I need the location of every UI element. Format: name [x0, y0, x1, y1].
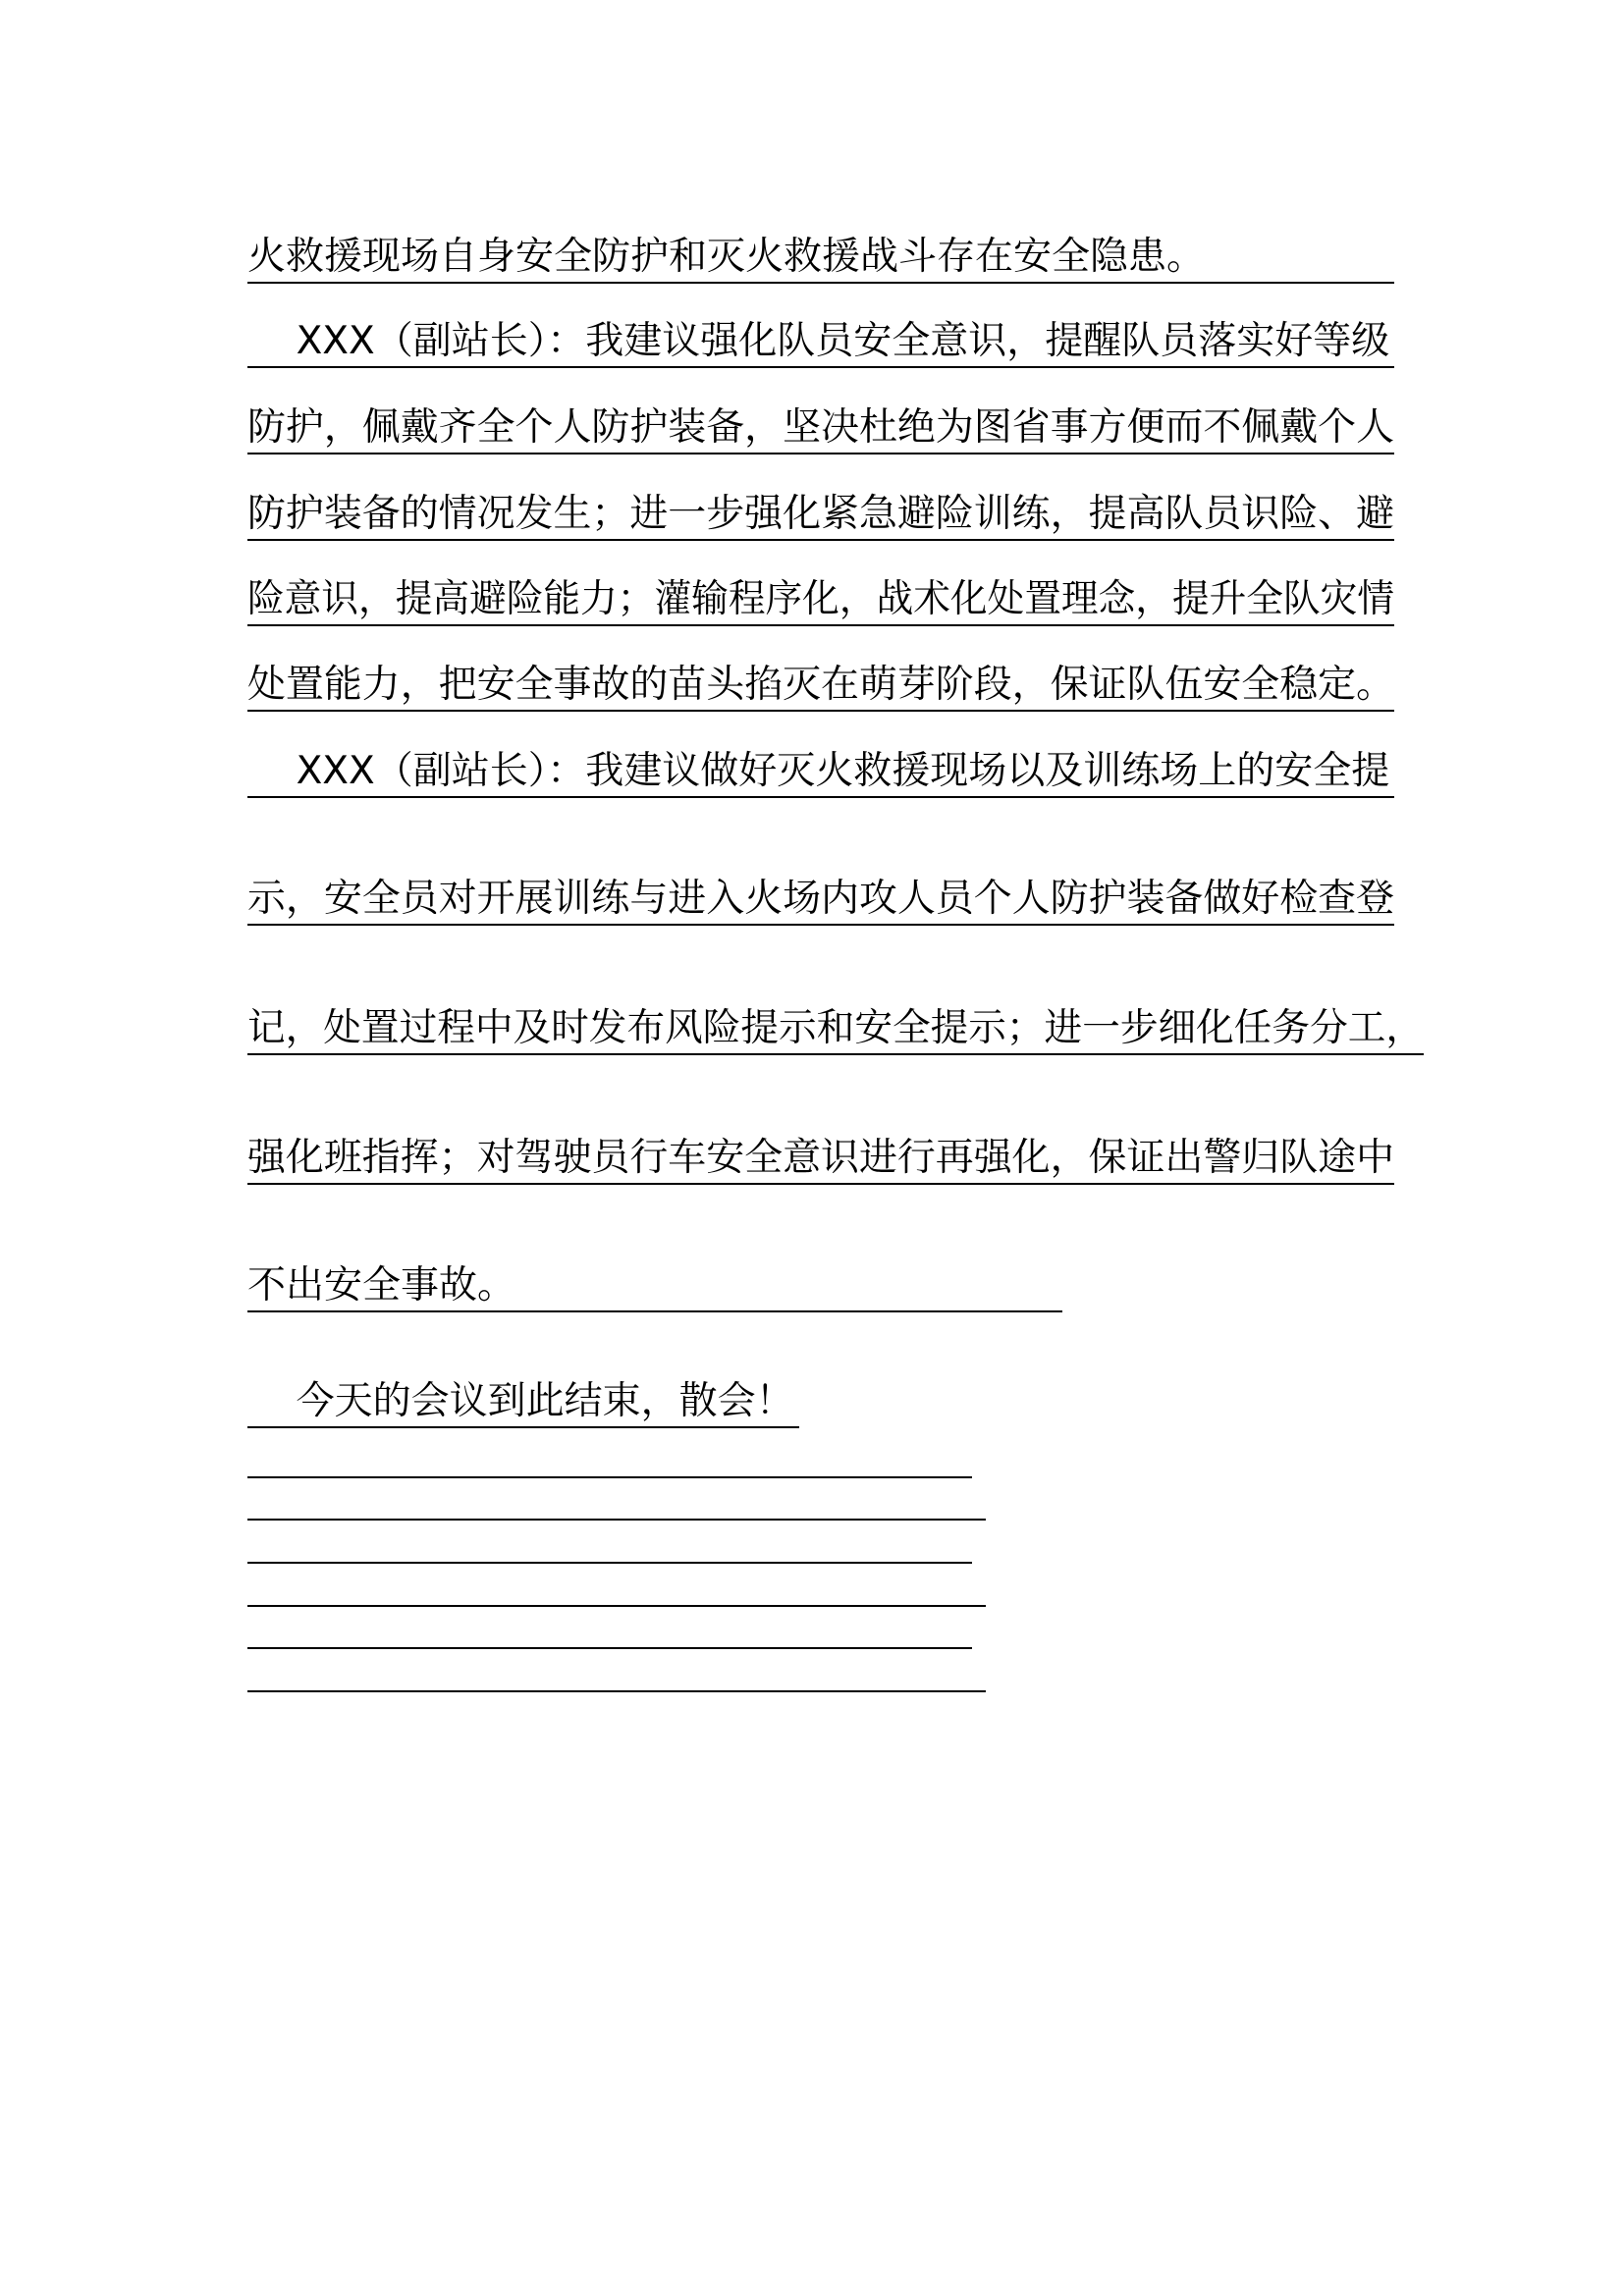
- blank-rule-5: [247, 1647, 972, 1649]
- text-line-3: [247, 403, 1394, 454]
- text-line-9: [247, 1004, 1424, 1055]
- text-line-7-content: XXX（副站长）：我建议做好灭火救援现场以及训练场上的安全提: [247, 749, 1390, 793]
- text-line-8-content: 示，安全员对开展训练与进入火场内攻人员个人防护装备做好检查登: [247, 877, 1395, 921]
- text-line-7: [247, 747, 1394, 798]
- text-line-1-content: 火救援现场自身安全防护和灭火救援战斗存在安全隐患。: [247, 235, 1206, 279]
- text-line-6: [247, 661, 1394, 712]
- text-line-4: [247, 490, 1394, 541]
- text-line-2-content: XXX（副站长）：我建议强化队员安全意识，提醒队员落实好等级: [247, 319, 1390, 363]
- blank-rule-1: [247, 1476, 972, 1478]
- text-line-1: [247, 233, 1394, 284]
- text-line-11: [247, 1261, 1062, 1312]
- text-line-3-content: 防护，佩戴齐全个人防护装备，坚决杜绝为图省事方便而不佩戴个人: [247, 405, 1395, 450]
- text-line-2: [247, 317, 1394, 368]
- text-line-5-content: 险意识，提高避险能力；灌输程序化，战术化处置理念，提升全队灾情: [247, 577, 1395, 621]
- text-line-12: [247, 1377, 799, 1428]
- text-line-10-content: 强化班指挥；对驾驶员行车安全意识进行再强化，保证出警归队途中: [247, 1136, 1395, 1180]
- text-line-5: [247, 575, 1394, 626]
- blank-rule-2: [247, 1519, 986, 1521]
- blank-rule-6: [247, 1690, 986, 1692]
- text-line-12-content: 今天的会议到此结束，散会！: [247, 1379, 794, 1423]
- text-line-10: [247, 1134, 1394, 1185]
- text-line-11-content: 不出安全事故。: [247, 1263, 516, 1308]
- blank-rule-3: [247, 1562, 972, 1564]
- blank-rule-4: [247, 1605, 986, 1607]
- text-line-6-content: 处置能力，把安全事故的苗头掐灭在萌芽阶段，保证队伍安全稳定。: [247, 663, 1395, 707]
- text-line-8: [247, 875, 1394, 926]
- text-line-4-content: 防护装备的情况发生；进一步强化紧急避险训练，提高队员识险、避: [247, 492, 1395, 536]
- text-line-9-content: 记，处置过程中及时发布风险提示和安全提示；进一步细化任务分工，: [247, 1006, 1425, 1050]
